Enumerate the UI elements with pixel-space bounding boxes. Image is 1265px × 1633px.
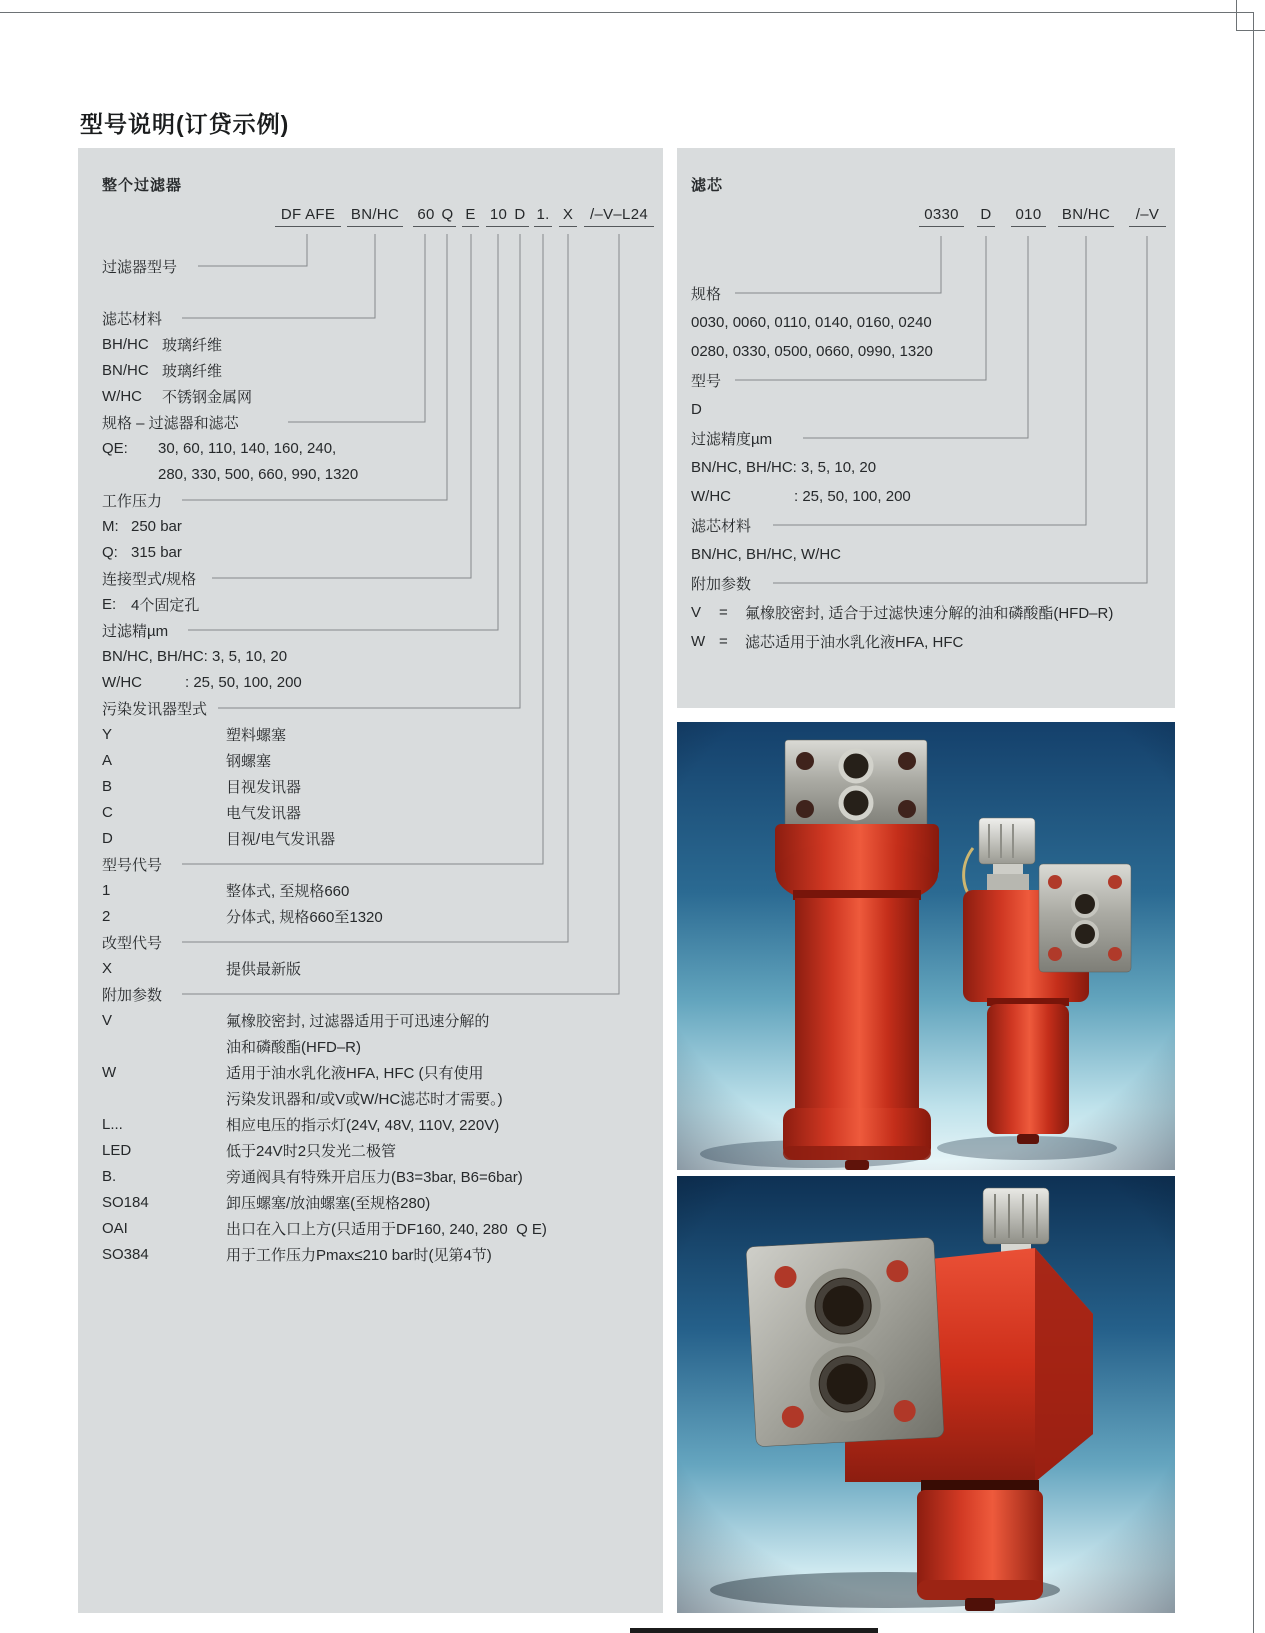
spec-value: 旁通阀具有特殊开启压力(B3=3bar, B6=6bar) <box>226 1168 523 1186</box>
spec-row <box>677 627 1175 656</box>
spec-row <box>78 721 663 747</box>
spec-key: M: <box>102 517 119 535</box>
spec-key: W <box>691 633 706 650</box>
spec-row <box>677 366 1175 395</box>
spec-row <box>78 435 663 461</box>
spec-key: W/HC <box>691 488 731 505</box>
spec-value: 氟橡胶密封, 适合于过滤快速分解的油和磷酸酯(HFD–R) <box>745 605 1114 622</box>
spec-value: : 25, 50, 100, 200 <box>185 673 302 691</box>
spec-value: 目视发讯器 <box>226 778 302 796</box>
spec-value: 玻璃纤维 <box>162 362 223 380</box>
spec-term: 改型代号 <box>102 934 163 952</box>
spec-row <box>78 1163 663 1189</box>
spec-term: 连接型式/规格 <box>102 570 197 588</box>
spec-value: 塑料螺塞 <box>226 726 287 744</box>
product-photo-two-filters <box>677 722 1175 1170</box>
code-segment: 60 <box>413 206 439 227</box>
product-photo-single-filter <box>677 1176 1175 1613</box>
spec-row <box>677 279 1175 308</box>
spec-text: BN/HC, BH/HC: 3, 5, 10, 20 <box>102 647 288 665</box>
spec-key: OAI <box>102 1219 128 1237</box>
spec-term: 型号 <box>691 373 722 390</box>
panel-header: 整个过滤器 <box>102 177 183 194</box>
spec-term: 附加参数 <box>102 986 163 1004</box>
spec-term: 型号代号 <box>102 856 163 874</box>
spec-rows <box>677 279 1175 656</box>
spec-row <box>78 383 663 409</box>
spec-value: 整体式, 至规格660 <box>226 882 350 900</box>
spec-key: 2 <box>102 907 111 925</box>
spec-value: 氟橡胶密封, 过滤器适用于可迅速分解的 <box>226 1012 490 1030</box>
filter-element-panel <box>677 148 1175 708</box>
spec-value: 出口在入口上方(只适用于DF160, 240, 280 Q E) <box>226 1220 547 1238</box>
spec-row <box>78 1241 663 1267</box>
corner-mark-vertical <box>1236 0 1237 30</box>
spec-row <box>78 799 663 825</box>
spec-value: 污染发讯器和/或V或W/HC滤芯时才需要。) <box>226 1090 503 1108</box>
spec-value: 目视/电气发讯器 <box>226 830 336 848</box>
spec-rows <box>78 253 663 1267</box>
spec-key: BH/HC <box>102 335 149 353</box>
spec-value: 用于工作压力Pmax≤210 bar时(见第4节) <box>226 1246 492 1264</box>
spec-row <box>78 539 663 565</box>
spec-text: BN/HC, BH/HC, W/HC <box>691 546 841 563</box>
code-segment: 1. <box>534 206 552 227</box>
spec-key: X <box>102 959 113 977</box>
spec-term: 规格 <box>691 286 722 303</box>
spec-row <box>78 279 663 305</box>
spec-value: 250 bar <box>131 517 182 535</box>
spec-row <box>78 591 663 617</box>
spec-term: 附加参数 <box>691 576 752 593</box>
spec-value: 适用于油水乳化液HFA, HFC (只有使用 <box>226 1064 484 1082</box>
spec-row <box>78 669 663 695</box>
spec-row <box>78 747 663 773</box>
spec-row <box>78 877 663 903</box>
code-segment: /–V <box>1129 206 1166 227</box>
spec-value: 分体式, 规格660至1320 <box>226 908 383 926</box>
spec-row <box>78 253 663 279</box>
spec-key: A <box>102 751 113 769</box>
spec-text: 0030, 0060, 0110, 0140, 0160, 0240 <box>691 314 932 331</box>
spec-value: : 25, 50, 100, 200 <box>794 488 911 505</box>
panel-header: 滤芯 <box>691 177 724 194</box>
spec-value: 315 bar <box>131 543 182 561</box>
spec-value: 相应电压的指示灯(24V, 48V, 110V, 220V) <box>226 1116 500 1134</box>
spec-value: 钢螺塞 <box>226 752 272 770</box>
spec-key: W <box>102 1063 117 1081</box>
spec-row <box>78 513 663 539</box>
spec-value: 油和磷酸酯(HFD–R) <box>226 1038 361 1056</box>
spec-key: V <box>102 1011 113 1029</box>
code-segment: 10 <box>486 206 511 227</box>
equals-sign: = <box>719 633 728 650</box>
code-segment: /–V–L24 <box>584 206 654 227</box>
spec-row <box>78 851 663 877</box>
spec-key: LED <box>102 1141 132 1159</box>
spec-row <box>78 1007 663 1033</box>
spec-value: 30, 60, 110, 140, 160, 240, <box>158 439 337 457</box>
code-segment: X <box>559 206 577 227</box>
code-segment: D <box>977 206 995 227</box>
page-title: 型号说明(订贷示例) <box>80 111 290 137</box>
corner-mark-horizontal <box>1236 30 1265 31</box>
spec-key: V <box>691 604 702 621</box>
code-segment: 0330 <box>919 206 964 227</box>
spec-key: 1 <box>102 881 111 899</box>
spec-row <box>78 1111 663 1137</box>
spec-key: BN/HC <box>102 361 149 379</box>
spec-value: 卸压螺塞/放油螺塞(至规格280) <box>226 1194 431 1212</box>
spec-row <box>78 1189 663 1215</box>
spec-value: 提供最新版 <box>226 960 302 978</box>
spec-term: 工作压力 <box>102 492 163 510</box>
spec-key: L... <box>102 1115 123 1133</box>
spec-key: B. <box>102 1167 117 1185</box>
spec-value: 电气发讯器 <box>226 804 302 822</box>
spec-row <box>78 1085 663 1111</box>
code-segment: DF AFE <box>275 206 341 227</box>
spec-key: Q: <box>102 543 118 561</box>
spec-key: SO184 <box>102 1193 149 1211</box>
spec-term: 滤芯材料 <box>102 310 163 328</box>
spec-text: 0280, 0330, 0500, 0660, 0990, 1320 <box>691 343 933 360</box>
page-border-right <box>1253 12 1254 1633</box>
spec-key: W/HC <box>102 673 142 691</box>
spec-row <box>78 695 663 721</box>
spec-key: W/HC <box>102 387 142 405</box>
code-segment: 010 <box>1011 206 1046 227</box>
spec-term: 过滤精度µm <box>691 431 773 448</box>
spec-key: Y <box>102 725 113 743</box>
spec-value: 4个固定孔 <box>131 596 200 614</box>
spec-value: 280, 330, 500, 660, 990, 1320 <box>158 465 359 483</box>
spec-row <box>78 825 663 851</box>
spec-row <box>677 511 1175 540</box>
spec-row <box>78 461 663 487</box>
spec-row <box>677 482 1175 511</box>
spec-row <box>677 308 1175 337</box>
spec-text: D <box>691 401 702 418</box>
filter-photo-illustration <box>677 1176 1175 1613</box>
code-segment: Q <box>439 206 456 227</box>
page-border-top <box>0 12 1254 13</box>
spec-row <box>78 1137 663 1163</box>
spec-row <box>78 305 663 331</box>
spec-key: B <box>102 777 113 795</box>
spec-row <box>78 1033 663 1059</box>
spec-term: 过滤器型号 <box>102 258 178 276</box>
complete-filter-panel <box>78 148 663 1613</box>
spec-row <box>78 617 663 643</box>
spec-value: 滤芯适用于油水乳化液HFA, HFC <box>745 634 964 651</box>
code-segment: BN/HC <box>347 206 403 227</box>
spec-row <box>78 929 663 955</box>
spec-key: C <box>102 803 113 821</box>
spec-row <box>78 1059 663 1085</box>
spec-term: 污染发讯器型式 <box>102 700 208 718</box>
footer-bar <box>630 1628 878 1633</box>
spec-row <box>78 773 663 799</box>
spec-row <box>677 540 1175 569</box>
spec-key: QE: <box>102 439 128 457</box>
spec-key: SO384 <box>102 1245 149 1263</box>
spec-term: 规格 – 过滤器和滤芯 <box>102 414 239 432</box>
spec-row <box>677 424 1175 453</box>
code-segment: D <box>511 206 529 227</box>
code-segment: E <box>462 206 479 227</box>
spec-term: 滤芯材料 <box>691 518 752 535</box>
spec-row <box>78 357 663 383</box>
spec-row <box>78 981 663 1007</box>
spec-row <box>78 643 663 669</box>
spec-key: D <box>102 829 113 847</box>
spec-value: 玻璃纤维 <box>162 336 223 354</box>
equals-sign: = <box>719 604 728 621</box>
code-segment: BN/HC <box>1058 206 1114 227</box>
spec-row <box>677 395 1175 424</box>
spec-row <box>78 331 663 357</box>
spec-row <box>78 955 663 981</box>
spec-key: E: <box>102 595 117 613</box>
spec-row <box>78 487 663 513</box>
spec-row <box>677 598 1175 627</box>
spec-term: 过滤精µm <box>102 622 169 640</box>
spec-value: 不锈钢金属网 <box>162 388 253 406</box>
spec-row <box>78 1215 663 1241</box>
spec-value: 低于24V时2只发光二极管 <box>226 1142 397 1160</box>
spec-row <box>677 453 1175 482</box>
spec-text: BN/HC, BH/HC: 3, 5, 10, 20 <box>691 459 877 476</box>
filter-photo-illustration <box>677 722 1175 1170</box>
spec-row <box>78 409 663 435</box>
spec-row <box>78 565 663 591</box>
spec-row <box>677 337 1175 366</box>
spec-row <box>78 903 663 929</box>
spec-row <box>677 569 1175 598</box>
